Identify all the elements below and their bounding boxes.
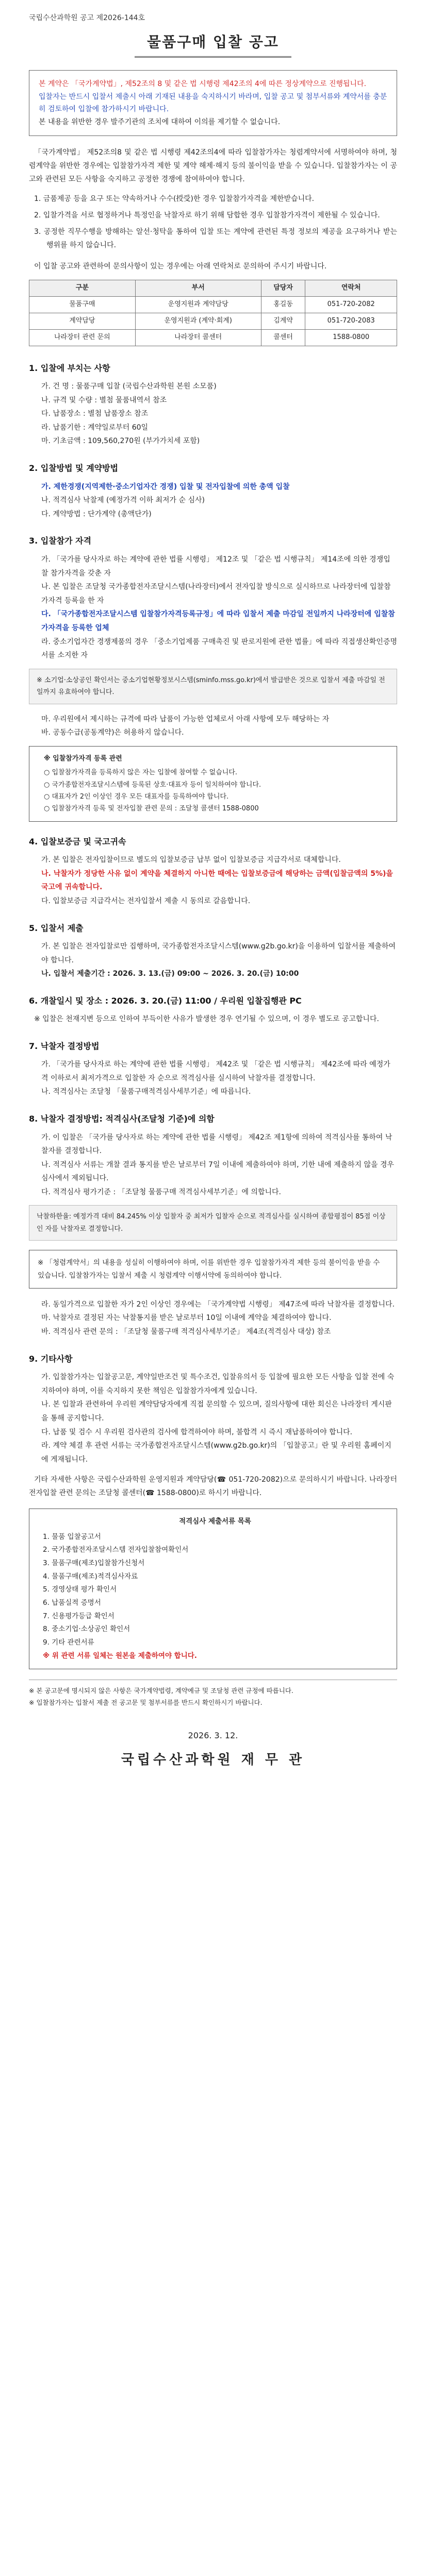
section-3-note: ※ 소기업·소상공인 확인서는 중소기업현황정보시스템(sminfo.mss.go.kr)에서 발급받은 것으로 입찰서 제출 마감일 전일까지 유효하여야 합니다. bbox=[29, 669, 397, 704]
section-3-item: 라. 중소기업자간 경쟁제품의 경우 「중소기업제품 구매촉진 및 판로지원에 관한 법률」에 따라 직접생산확인증명서를 소지한 자 bbox=[41, 637, 397, 660]
documents-box-title: 적격심사 제출서류 목록 bbox=[179, 1517, 251, 1526]
section-5-item: 나. 입찰서 제출기간 : 2026. 3. 13.(금) 09:00 ~ 2026. 3. 20.(금) 10:00 bbox=[41, 970, 299, 978]
document-item: 9. 기타 관련서류 bbox=[43, 1638, 94, 1647]
section-1-item: 라. 납품기한 : 계약일로부터 60일 bbox=[41, 423, 149, 432]
section-7-item: 나. 적격심사는 조달청 「물품구매적격심사세부기준」에 따릅니다. bbox=[41, 1088, 251, 1096]
contact-header: 연락처 bbox=[305, 280, 397, 297]
section-6-text: 2026. 3. 20.(금) 11:00 / 우리원 입찰집행관 PC bbox=[111, 996, 302, 1006]
section-2-item: 다. 계약방법 : 단가계약 (총액단가) bbox=[41, 510, 152, 518]
section-2-item: 나. 적격심사 낙찰제 (예정가격 이하 최저가 순 심사) bbox=[41, 496, 205, 505]
document-item: 8. 중소기업·소상공인 확인서 bbox=[43, 1625, 130, 1634]
section-3-title: 3. 입찰참가 자격 bbox=[29, 536, 92, 546]
contact-table bbox=[29, 280, 397, 346]
section-6-note: ※ 입찰은 천재지변 등으로 인하여 부득이한 사유가 발생한 경우 연기될 수 있으며, 이 경우 별도로 공고합니다. bbox=[34, 1014, 379, 1023]
issuing-organization: 국립수산과학원 재 무 관 bbox=[121, 1752, 305, 1768]
contact-header: 담당자 bbox=[261, 280, 305, 297]
table-cell: 물품구매 bbox=[29, 297, 136, 313]
section-8-item: 다. 적격심사 평가기준 : 「조달청 물품구매 적격심사세부기준」에 의합니다. bbox=[41, 1188, 281, 1196]
intro-box bbox=[29, 70, 397, 136]
contact-paragraph: 이 입찰 공고와 관련하여 문의사항이 있는 경우에는 아래 연락처로 문의하여 주시기 바랍니다. bbox=[34, 262, 327, 271]
section-4-title: 4. 입찰보증금 및 국고귀속 bbox=[29, 836, 126, 846]
table-cell: 운영지원과 (계약·회계) bbox=[135, 313, 261, 329]
section-7-title: 7. 낙찰자 결정방법 bbox=[29, 1041, 100, 1051]
section-8-title: 8. 낙찰자 결정방법: 적격심사(조달청 기준)에 의함 bbox=[29, 1113, 215, 1124]
section-9-paragraph: 기타 자세한 사항은 국립수산과학원 운영지원과 계약담당(☎ 051-720-2082)으로 문의하시기 바랍니다. 나라장터 전자입찰 관련 문의는 조달청 콜센터(☎ 1588-0800)로 하시기 바랍니다. bbox=[29, 1476, 397, 1498]
intro-line-1: 본 계약은 「국가계약법」, 제52조의 8 및 같은 법 시행령 제42조의 4에 따른 정상계약으로 진행됩니다. bbox=[39, 80, 367, 89]
section-2-title: 2. 입찰방법 및 계약방법 bbox=[29, 463, 119, 473]
notice-number: 국립수산과학원 공고 제2026-144호 bbox=[29, 14, 145, 22]
table-row bbox=[29, 313, 397, 329]
pledge-item: 3. 공정한 직무수행을 방해하는 알선·청탁을 통하여 입찰 또는 계약에 관련된 특정 정보의 제공을 요구하거나 받는 행위를 하지 않습니다. bbox=[34, 227, 397, 249]
section-8-item: 바. 적격심사 관련 문의 : 「조달청 물품구매 적격심사세부기준」 제4조(적격심사 대상) 참조 bbox=[41, 1328, 331, 1336]
table-row bbox=[29, 297, 397, 313]
document-item: 3. 물품구매(제조)입찰참가신청서 bbox=[43, 1559, 145, 1568]
document-item: 1. 물품 입찰공고서 bbox=[43, 1532, 101, 1541]
section-3-item: 바. 공동수급(공동계약)은 허용하지 않습니다. bbox=[41, 728, 184, 737]
section-4-item: 다. 입찰보증금 지급각서는 전자입찰서 제출 시 동의로 갈음합니다. bbox=[41, 897, 251, 906]
table-cell: 홍길동 bbox=[261, 297, 305, 313]
table-cell: 1588-0800 bbox=[305, 329, 397, 346]
documents-box bbox=[29, 1509, 397, 1669]
section-1-item: 마. 기초금액 : 109,560,270원 (부가가치세 포함) bbox=[41, 437, 200, 446]
document-item: 6. 납품실적 증명서 bbox=[43, 1599, 101, 1607]
section-8-item: 라. 동일가격으로 입찰한 자가 2인 이상인 경우에는 「국가계약법 시행령」 제47조에 따라 낙찰자를 결정합니다. bbox=[41, 1300, 395, 1309]
section-8-item: 마. 낙찰자로 결정된 자는 낙찰통지를 받은 날로부터 10일 이내에 계약을 체결하여야 합니다. bbox=[41, 1314, 332, 1323]
notice-date: 2026. 3. 12. bbox=[188, 1731, 238, 1741]
section-1-title: 1. 입찰에 부치는 사항 bbox=[29, 363, 110, 373]
table-cell: 나라장터 콜센터 bbox=[135, 329, 261, 346]
table-cell: 나라장터 관련 문의 bbox=[29, 329, 136, 346]
section-9-title: 9. 기타사항 bbox=[29, 1353, 73, 1364]
document-item: 2. 국가종합전자조달시스템 전자입찰참여확인서 bbox=[43, 1546, 189, 1554]
intro-line-3: 본 내용을 위반한 경우 발주기관의 조치에 대하여 이의를 제기할 수 없습니다. bbox=[39, 117, 281, 126]
footer-notes bbox=[29, 1680, 397, 1708]
section-5-title: 5. 입찰서 제출 bbox=[29, 923, 84, 933]
table-row bbox=[29, 329, 397, 346]
section-9-item: 다. 납품 및 검수 시 우리원 검사관의 검사에 합격하여야 하며, 불합격 시 즉시 재납품하여야 합니다. bbox=[41, 1428, 353, 1436]
section-9-item: 라. 계약 체결 후 관련 서류는 국가종합전자조달시스템(www.g2b.go.kr)의 「입찰공고」란 및 우리원 홈페이지에 게재됩니다. bbox=[41, 1442, 391, 1464]
section-6-label: 6. 개찰일시 및 장소 bbox=[29, 996, 103, 1006]
table-cell: 김계약 bbox=[261, 313, 305, 329]
table-cell: 운영지원과 계약담당 bbox=[135, 297, 261, 313]
section-3-item: 나. 본 입찰은 조달청 국가종합전자조달시스템(나라장터)에서 전자입찰 방식으로 실시하므로 나라장터에 입찰참가자격 등록을 한 자 bbox=[41, 583, 391, 605]
intro-line-2: 입찰자는 반드시 입찰서 제출시 아래 기재된 내용을 숙지하시기 바라며, 입찰 공고 및 첨부서류와 계약서를 충분히 검토하여 입찰에 참가하시기 바랍니다. bbox=[39, 92, 387, 114]
footer-note: ※ 입찰참가자는 입찰서 제출 전 공고문 및 첨부서류를 반드시 확인하시기 바랍니다. bbox=[29, 1698, 263, 1706]
document-item: 7. 신용평가등급 확인서 bbox=[43, 1612, 114, 1620]
section-8-item: 나. 적격심사 서류는 개찰 결과 통지를 받은 날로부터 7일 이내에 제출하여야 하며, 기한 내에 제출하지 않을 경우 심사에서 제외됩니다. bbox=[41, 1160, 395, 1183]
pledge-item: 2. 입찰가격을 서로 협정하거나 특정인을 낙찰자로 하기 위해 담합한 경우 입찰참가자격이 제한될 수 있습니다. bbox=[34, 211, 380, 219]
contact-header: 구분 bbox=[29, 280, 136, 297]
section-3-item: 가. 「국가를 당사자로 하는 계약에 관한 법률 시행령」 제12조 및 「같은 법 시행규칙」 제14조에 의한 경쟁입찰 참가자격을 갖춘 자 bbox=[41, 555, 390, 578]
registration-line: ○ 입찰참가자격을 등록하지 않은 자는 입찰에 참여할 수 없습니다. bbox=[44, 769, 238, 777]
registration-line: ○ 입찰참가자격 등록 및 전자입찰 관련 문의 : 조달청 콜센터 1588-0800 bbox=[44, 805, 259, 813]
section-5-item: 가. 본 입찰은 전자입찰로만 집행하며, 국가종합전자조달시스템(www.g2b.go.kr)을 이용하여 입찰서를 제출하여야 합니다. bbox=[41, 942, 396, 964]
section-3-item: 마. 우리원에서 제시하는 규격에 따라 납품이 가능한 업체로서 아래 사항에 모두 해당하는 자 bbox=[41, 715, 330, 723]
page-title: 물품구매 입찰 공고 bbox=[135, 31, 291, 58]
section-7-item: 가. 「국가를 당사자로 하는 계약에 관한 법률 시행령」 제42조 및 「같은 법 시행규칙」 제42조에 따라 예정가격 이하로서 최저가격으로 입찰한 자 순으로 적격심사를 실시하여 낙찰자를 결정합니다. bbox=[41, 1060, 390, 1082]
section-8-note: 낙찰하한율: 예정가격 대비 84.245% 이상 입찰자 중 최저가 입찰자 순으로 적격심사를 실시하여 종합평점이 85점 이상인 자를 낙찰자로 결정합니다. bbox=[29, 1205, 397, 1241]
section-3-item: 다. 「국가종합전자조달시스템 입찰참가자격등록규정」에 따라 입찰서 제출 마감일 전일까지 나라장터에 입찰참가자격을 등록한 업체 bbox=[41, 610, 395, 632]
document-item: ※ 위 관련 서류 일체는 원본을 제출하여야 합니다. bbox=[43, 1651, 197, 1660]
section-2-item: 가. 제한경쟁(지역제한·중소기업자간 경쟁) 입찰 및 전자입찰에 의한 총액 입찰 bbox=[41, 482, 290, 491]
section-6-title: 6. 개찰일시 및 장소 : 2026. 3. 20.(금) 11:00 / 우리원 입찰집행관 PC bbox=[29, 996, 302, 1006]
table-cell: 051-720-2083 bbox=[305, 313, 397, 329]
registration-box-title: ※ 입찰참가자격 등록 관련 bbox=[44, 754, 122, 762]
contact-header: 부서 bbox=[135, 280, 261, 297]
intro-paragraph: 「국가계약법」 제52조의8 및 같은 법 시행령 제42조의4에 따라 입찰참가자는 청렴계약서에 서명하여야 하며, 청렴계약을 위반한 경우에는 입찰참가자격 제한 및 계약 해제·해지 등의 불이익을 받을 수 있습니다. 입찰참가자는 이 공고와 관련된 모든 사항을 숙지하고 공정한 경쟁에 참여하여야 합니다. bbox=[29, 148, 397, 183]
section-8-item: 가. 이 입찰은 「국가를 당사자로 하는 계약에 관한 법률 시행령」 제42조 제1항에 의하여 적격심사를 통하여 낙찰자를 결정합니다. bbox=[41, 1133, 392, 1156]
table-cell: 051-720-2082 bbox=[305, 297, 397, 313]
section-8-footnote: ※ 「청렴계약서」의 내용을 성실히 이행하여야 하며, 이를 위반한 경우 입찰참가자격 제한 등의 불이익을 받을 수 있습니다. 입찰참가자는 입찰서 제출 시 청렴계약 이행서약에 동의하여야 합니다. bbox=[29, 1250, 397, 1289]
section-9-item: 가. 입찰참가자는 입찰공고문, 계약일반조건 및 특수조건, 입찰유의서 등 입찰에 필요한 모든 사항을 입찰 전에 숙지하여야 하며, 이를 숙지하지 못한 책임은 입찰참가자에게 있습니다. bbox=[41, 1373, 395, 1395]
table-cell: 계약담당 bbox=[29, 313, 136, 329]
registration-line: ○ 대표자가 2인 이상인 경우 모든 대표자를 등록하여야 합니다. bbox=[44, 792, 229, 801]
section-1-item: 나. 규격 및 수량 : 별첨 물품내역서 참조 bbox=[41, 396, 167, 404]
section-9-item: 나. 본 입찰과 관련하여 우리원 계약담당자에게 직접 문의할 수 있으며, 질의사항에 대한 회신은 나라장터 게시판을 통해 공지합니다. bbox=[41, 1400, 392, 1422]
section-4-item: 가. 본 입찰은 전자입찰이므로 별도의 입찰보증금 납부 없이 입찰보증금 지급각서로 대체합니다. bbox=[41, 856, 341, 865]
registration-box bbox=[29, 746, 397, 822]
document-item: 5. 경영상태 평가 확인서 bbox=[43, 1585, 117, 1594]
document-item: 4. 물품구매(제조)적격심사자료 bbox=[43, 1572, 138, 1581]
section-1-item: 다. 납품장소 : 별첨 납품장소 참조 bbox=[41, 410, 149, 418]
section-4-item: 나. 낙찰자가 정당한 사유 없이 계약을 체결하지 아니한 때에는 입찰보증금에 해당하는 금액(입찰금액의 5%)을 국고에 귀속합니다. bbox=[41, 869, 393, 892]
pledge-item: 1. 금품제공 등을 요구 또는 약속하거나 수수(授受)한 경우 입찰참가자격을 제한받습니다. bbox=[34, 194, 315, 203]
pledge-list bbox=[29, 193, 397, 252]
registration-line: ○ 국가종합전자조달시스템에 등록된 상호·대표자 등이 일치하여야 합니다. bbox=[44, 781, 261, 789]
table-cell: 콜센터 bbox=[261, 329, 305, 346]
footer-note: ※ 본 공고문에 명시되지 않은 사항은 국가계약법령, 계약예규 및 조달청 관련 규정에 따릅니다. bbox=[29, 1687, 293, 1695]
section-1-item: 가. 건 명 : 물품구매 입찰 (국립수산과학원 본원 소모품) bbox=[41, 382, 217, 391]
